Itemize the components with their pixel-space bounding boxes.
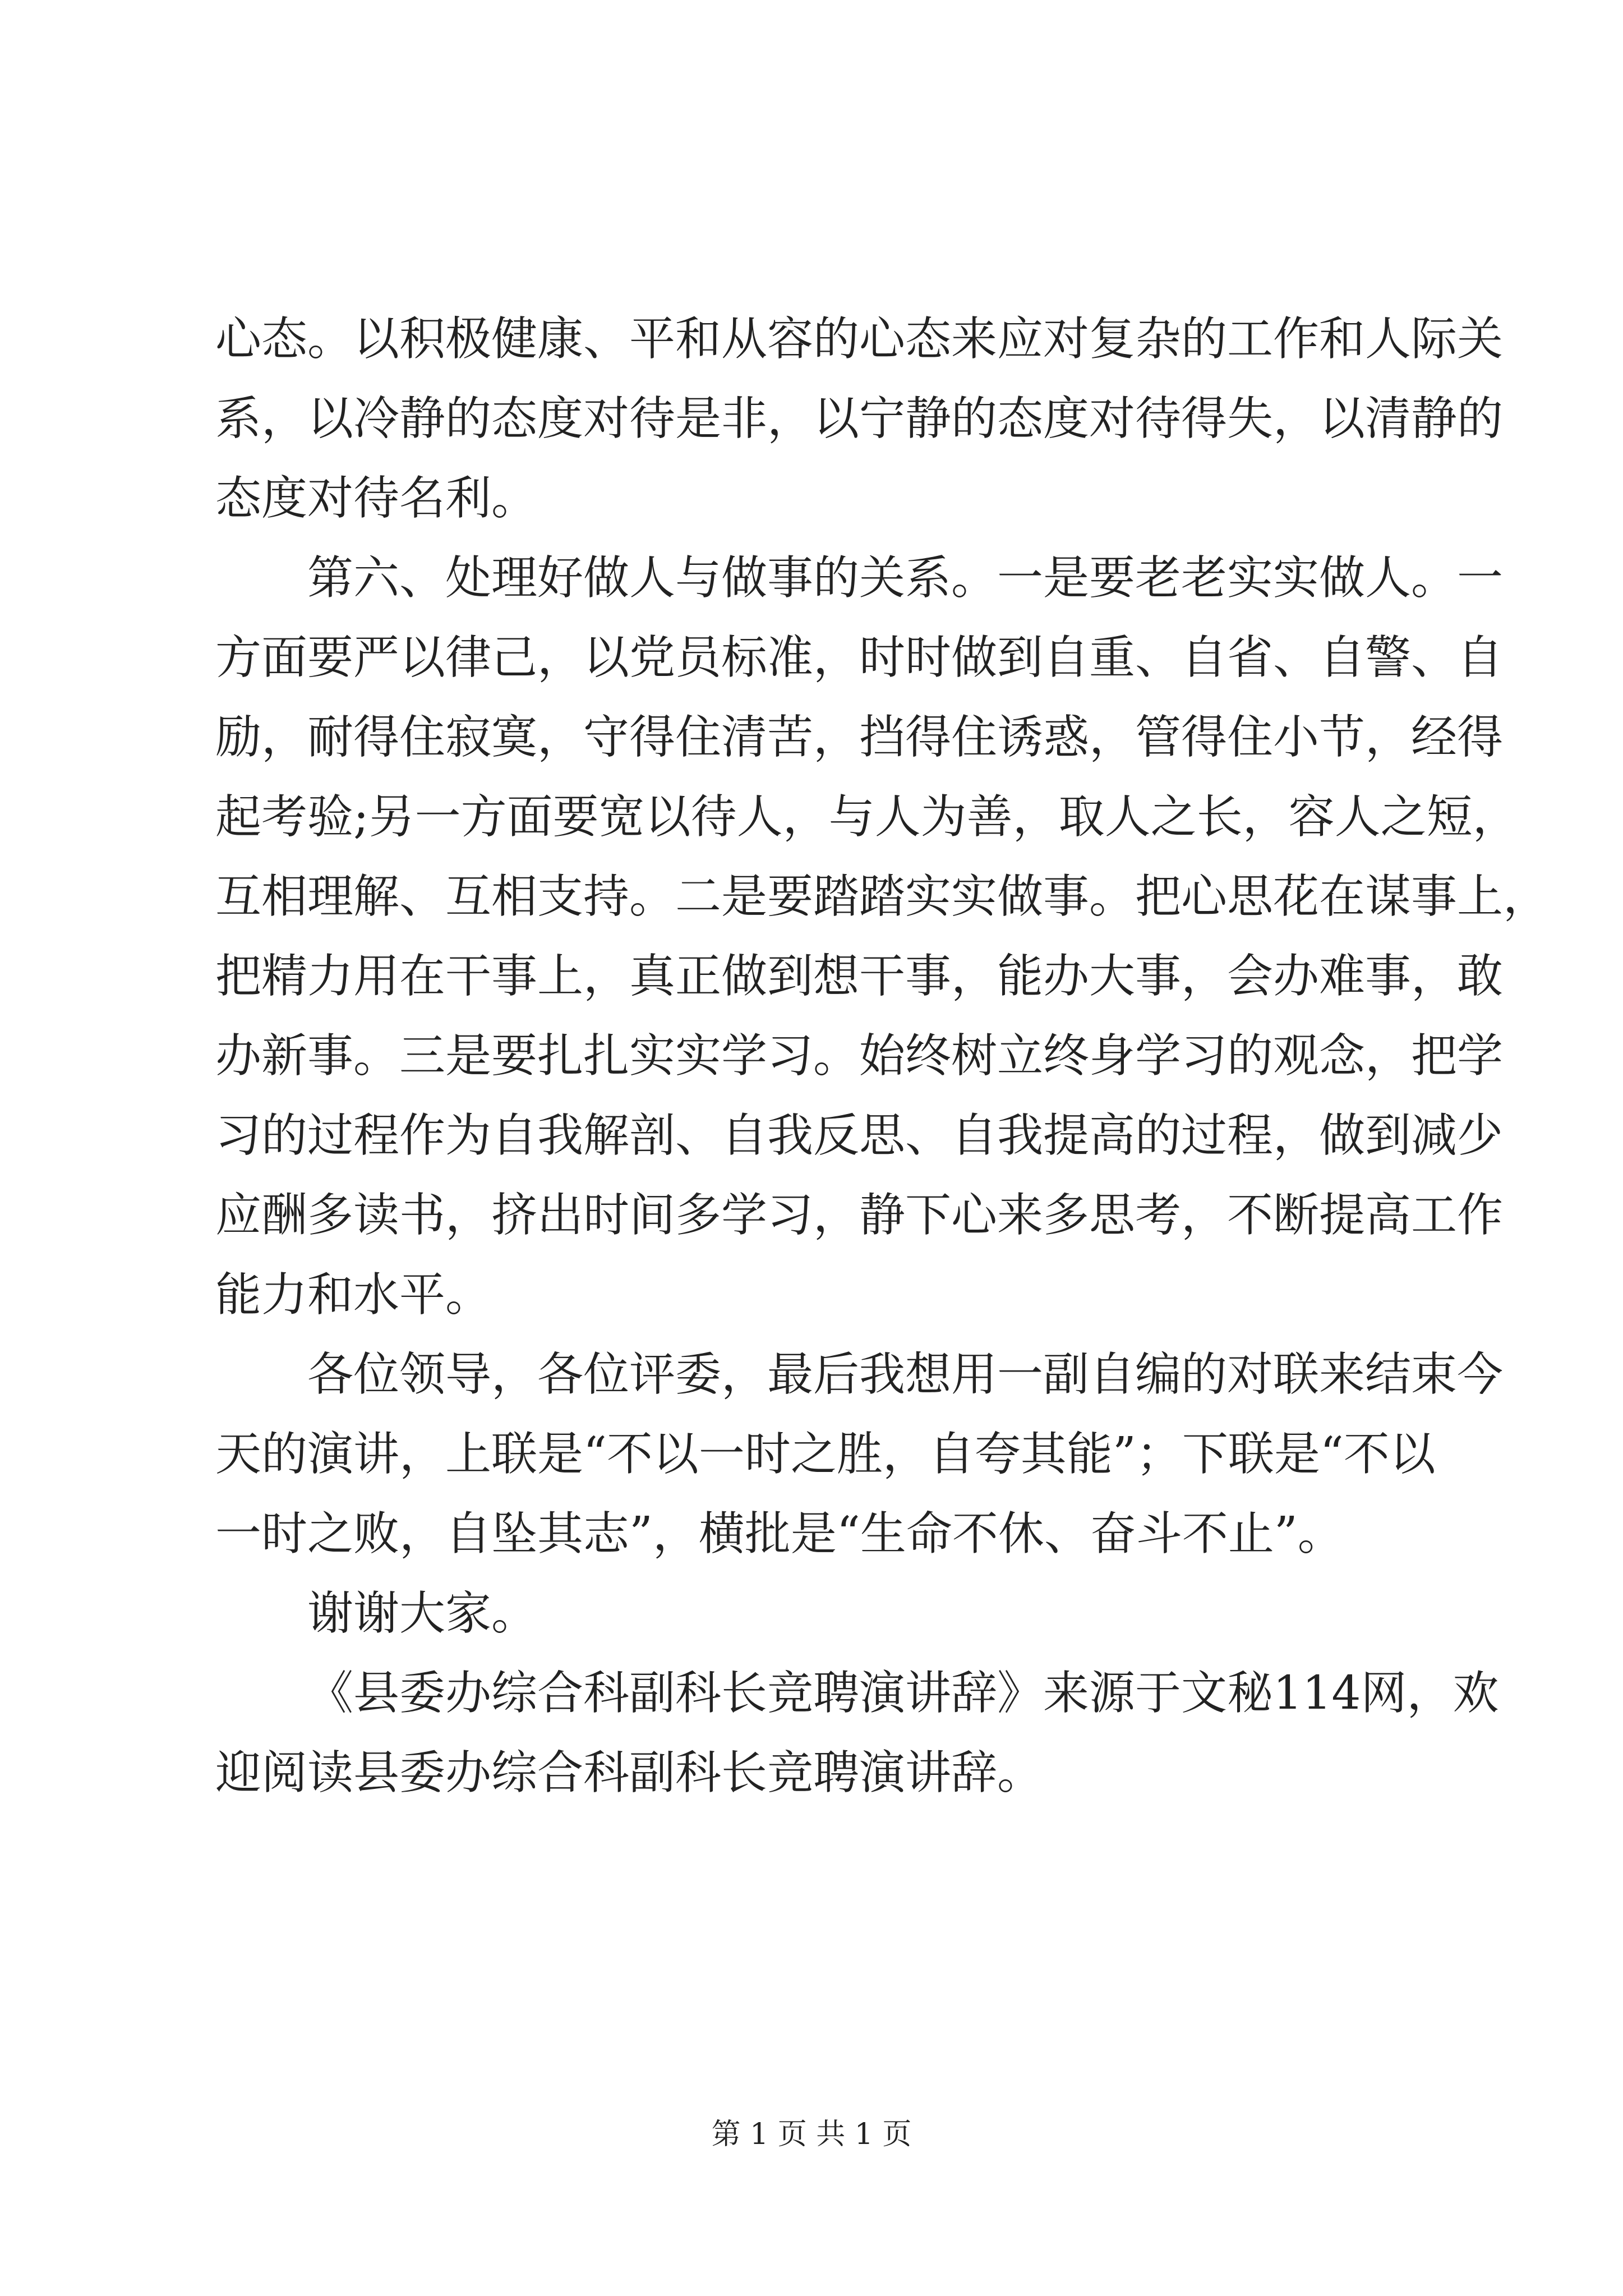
text-line: 应酬多读书，挤出时间多学习，静下心来多思考，不断提高工作 [215, 1189, 1504, 1242]
text-line: 把精力用在干事上，真正做到想干事，能办大事，会办难事，敢 [215, 950, 1504, 1003]
paragraph-sixth-point [215, 539, 1550, 1335]
text-line: 能力和水平。 [215, 1268, 492, 1322]
document-body [215, 300, 1550, 1813]
text-line: 方面要严以律己，以党员标准，时时做到自重、自省、自警、自 [215, 631, 1504, 684]
text-line: 天的演讲，上联是“不以一时之胜，自夸其能”；下联是“不以 [215, 1428, 1436, 1481]
text-line: 励，耐得住寂寞，守得住清苦，挡得住诱惑，管得住小节，经得 [215, 711, 1504, 764]
paragraph-closing-couplet [215, 1335, 1504, 1574]
paragraph-source-note [215, 1654, 1499, 1813]
text-line: 各位领导，各位评委，最后我想用一副自编的对联来结束今 [307, 1348, 1504, 1401]
page-number-footer: 第 1 页 共 1 页 [711, 2118, 912, 2151]
text-line: 系，以冷静的态度对待是非，以宁静的态度对待得失，以清静的 [215, 392, 1504, 445]
paragraph-thanks [215, 1574, 1427, 1654]
text-line: 态度对待名利。 [215, 472, 538, 525]
text-line: 习的过程作为自我解剖、自我反思、自我提高的过程，做到减少 [215, 1109, 1504, 1162]
text-line: 谢谢大家。 [307, 1587, 538, 1640]
text-line: 迎阅读县委办综合科副科长竞聘演讲辞。 [215, 1746, 1044, 1800]
paragraph-mindset [215, 300, 1504, 539]
text-line: 互相理解、互相支持。二是要踏踏实实做事。把心思花在谋事上， [215, 870, 1550, 923]
text-line: 心态。以积极健康、平和从容的心态来应对复杂的工作和人际关 [215, 312, 1504, 366]
text-line: 第六、处理好做人与做事的关系。一是要老老实实做人。一 [307, 551, 1504, 605]
text-line: 起考验;另一方面要宽以待人，与人为善，取人之长，容人之短， [215, 790, 1519, 844]
text-line: 一时之败，自坠其志”，横批是“生命不休、奋斗不止”。 [215, 1507, 1344, 1561]
text-line: 《县委办综合科副科长竞聘演讲辞》来源于文秘114网，欢 [307, 1667, 1499, 1720]
text-line: 办新事。三是要扎扎实实学习。始终树立终身学习的观念，把学 [215, 1029, 1504, 1083]
